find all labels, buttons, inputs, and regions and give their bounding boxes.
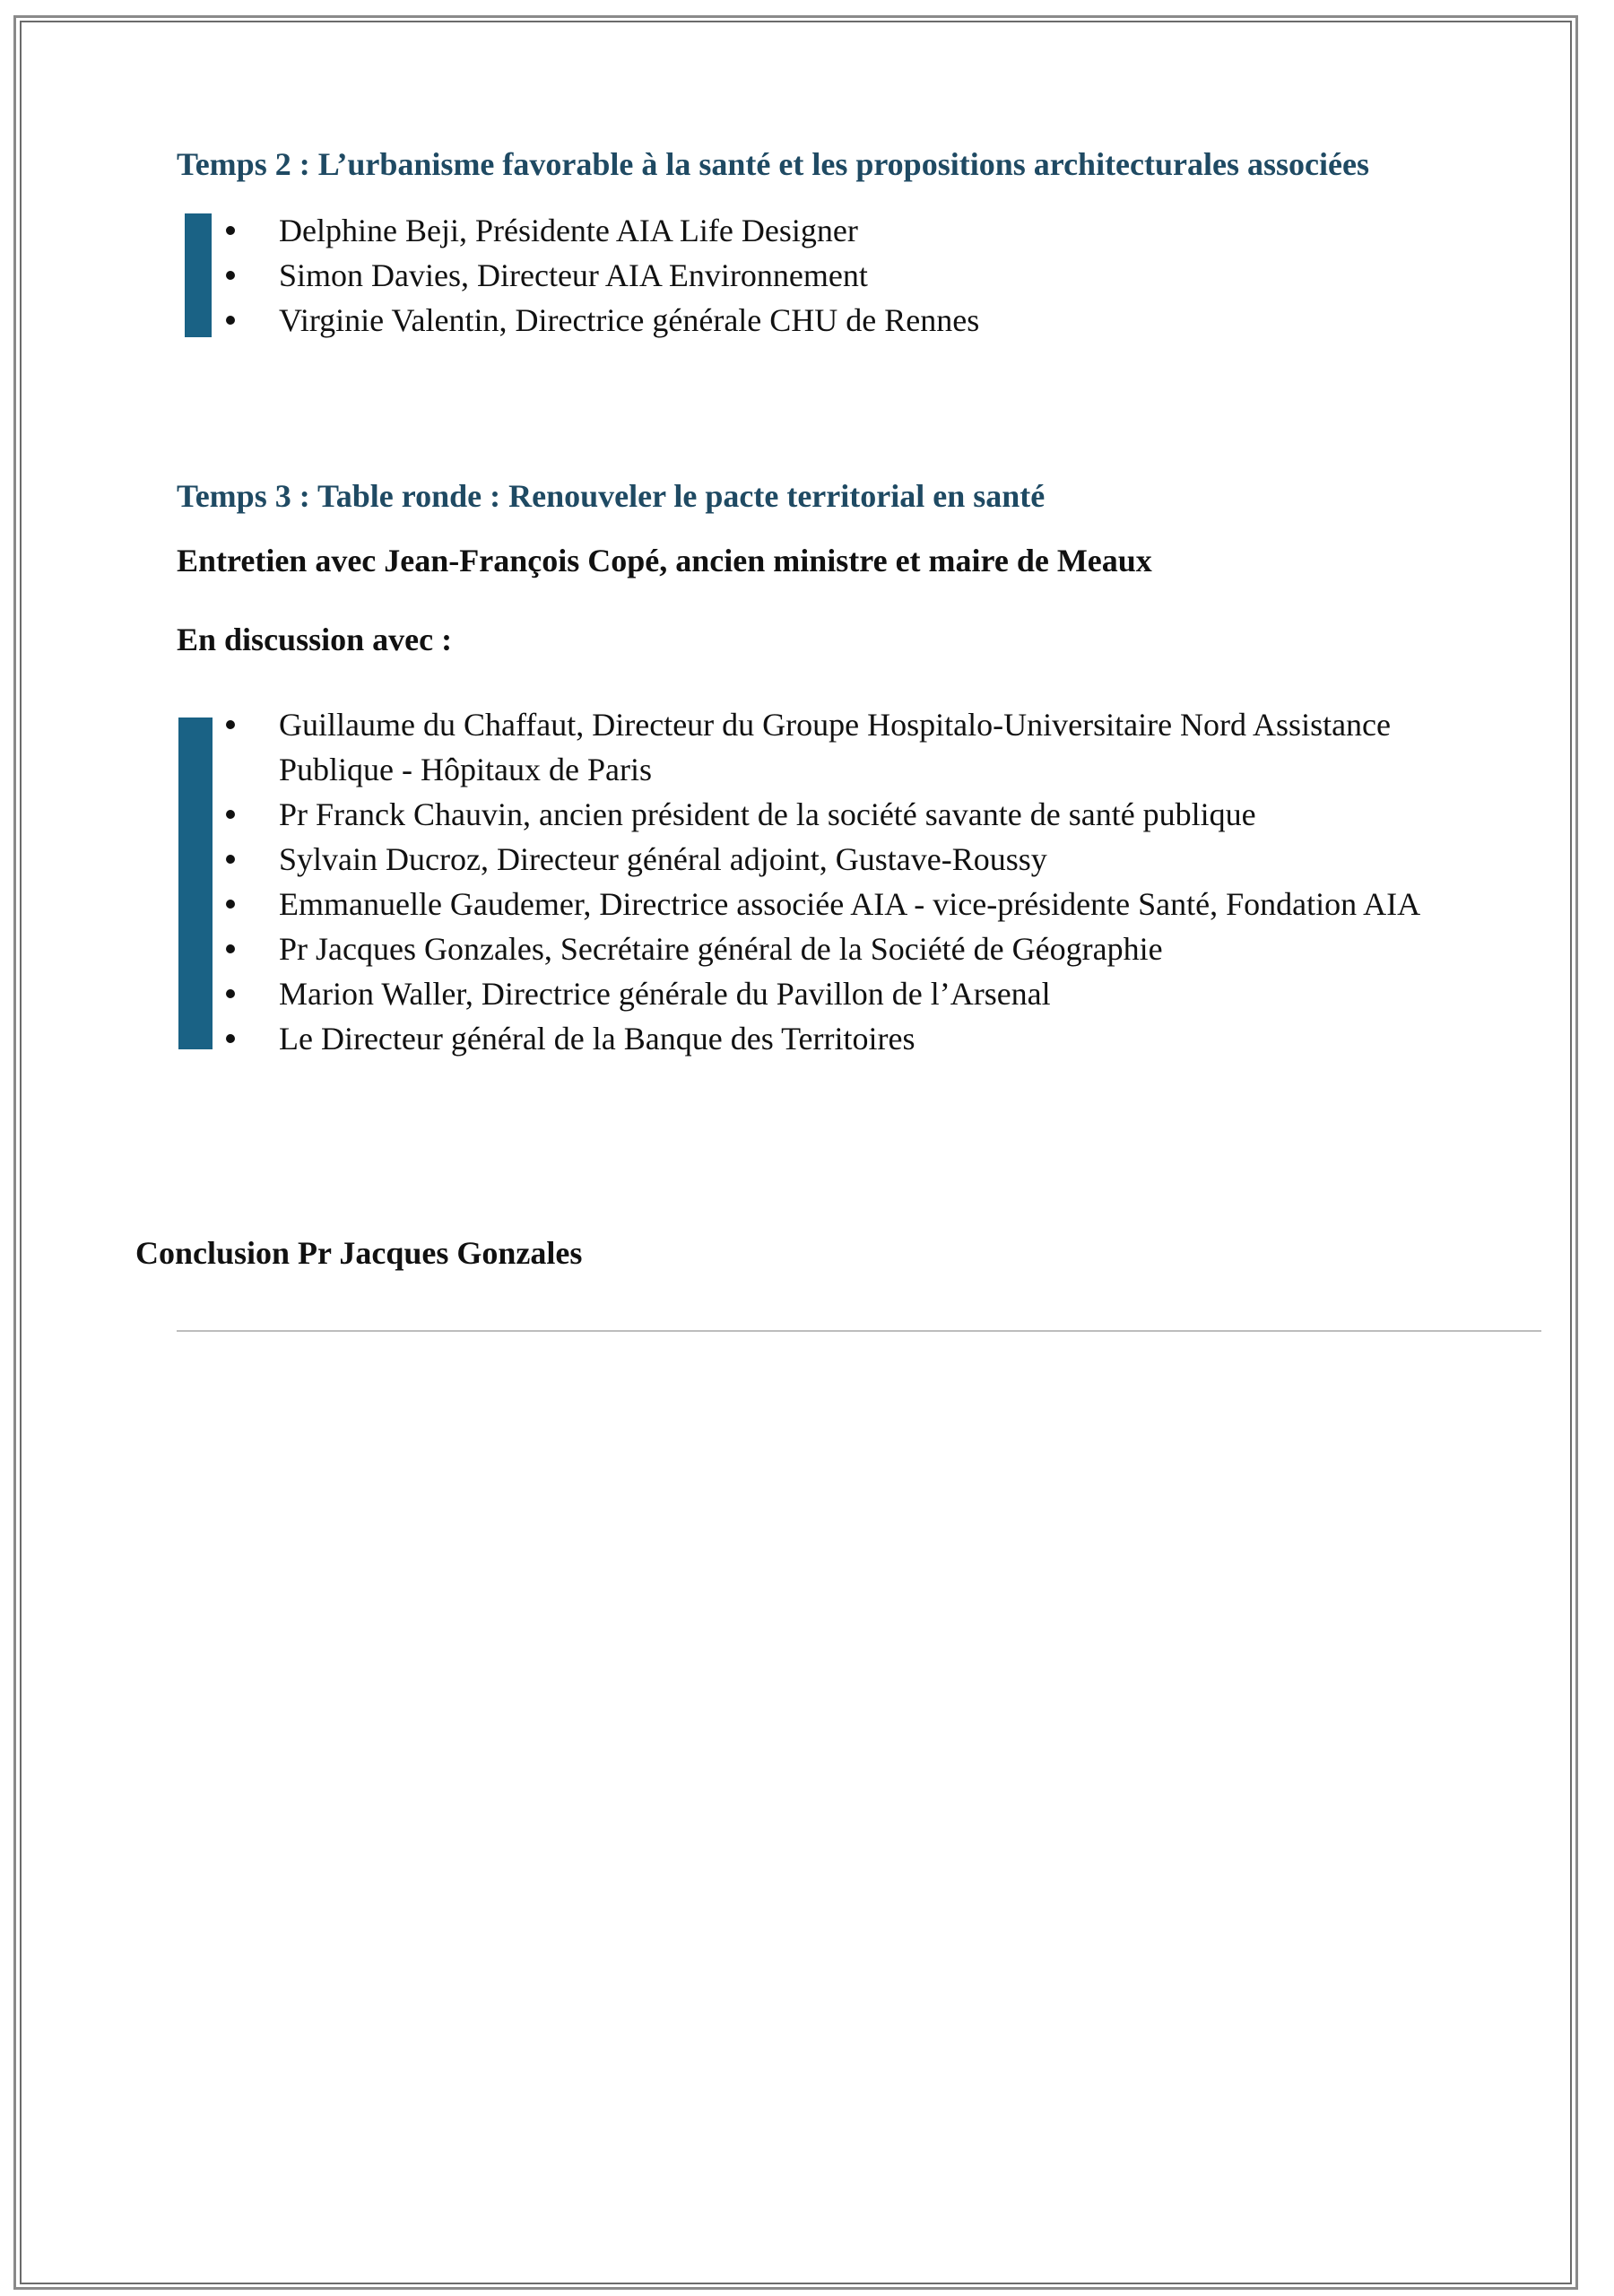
list-item [226,1016,1420,1061]
temps2-accent-bar [185,213,212,337]
bullet-icon [226,944,235,953]
temps2-speaker-list [226,208,979,343]
temps3-accent-bar [178,718,213,1049]
temps3-heading: Temps 3 : Table ronde : Renouveler le pacte territorial en santé [177,478,1046,514]
panelist-line: Marion Waller, Directrice générale du Pavillon de l’Arsenal [279,976,1051,1012]
bullet-icon [226,271,235,280]
panelist-line: Pr Jacques Gonzales, Secrétaire général de la Société de Géographie [279,931,1163,967]
bullet-icon [226,900,235,909]
list-item [226,971,1420,1016]
separator-line [177,1330,1541,1332]
panelist-line: Sylvain Ducroz, Directeur général adjoint, Gustave-Roussy [279,841,1047,877]
speaker-name: Delphine Beji, Présidente AIA Life Designer [279,213,858,248]
list-item [226,837,1420,882]
list-item [226,882,1420,926]
conclusion-heading: Conclusion Pr Jacques Gonzales [135,1235,583,1271]
bullet-icon [226,720,235,729]
bullet-icon [226,989,235,998]
temps3-panel-list [226,702,1420,1061]
panelist-line: Pr Franck Chauvin, ancien président de la société savante de santé publique [279,796,1256,832]
list-item [226,702,1420,792]
temps2-heading: Temps 2 : L’urbanisme favorable à la santé et les propositions architecturales associées [177,146,1369,182]
list-item [226,253,979,298]
discussion-label: En discussion avec : [177,622,453,657]
bullet-icon [226,1034,235,1043]
speaker-name: Virginie Valentin, Directrice générale CHU de Rennes [279,302,980,338]
list-item [226,208,979,253]
bullet-icon [226,316,235,325]
panelist-line-continued: Publique - Hôpitaux de Paris [279,752,652,787]
page-border-inner [20,21,1572,2284]
panelist-line: Le Directeur général de la Banque des Territoires [279,1021,915,1057]
bullet-icon [226,810,235,819]
panelist-line: Emmanuelle Gaudemer, Directrice associée AIA - vice-présidente Santé, Fondation AIA [279,886,1421,922]
list-item [226,926,1420,971]
interview-line: Entretien avec Jean-François Copé, ancien ministre et maire de Meaux [177,543,1152,578]
bullet-icon [226,855,235,864]
list-item [226,792,1420,837]
bullet-icon [226,226,235,235]
list-item [226,298,979,343]
panelist-line: Guillaume du Chaffaut, Directeur du Groupe Hospitalo-Universitaire Nord Assistance [279,707,1392,743]
speaker-name: Simon Davies, Directeur AIA Environnement [279,257,868,293]
